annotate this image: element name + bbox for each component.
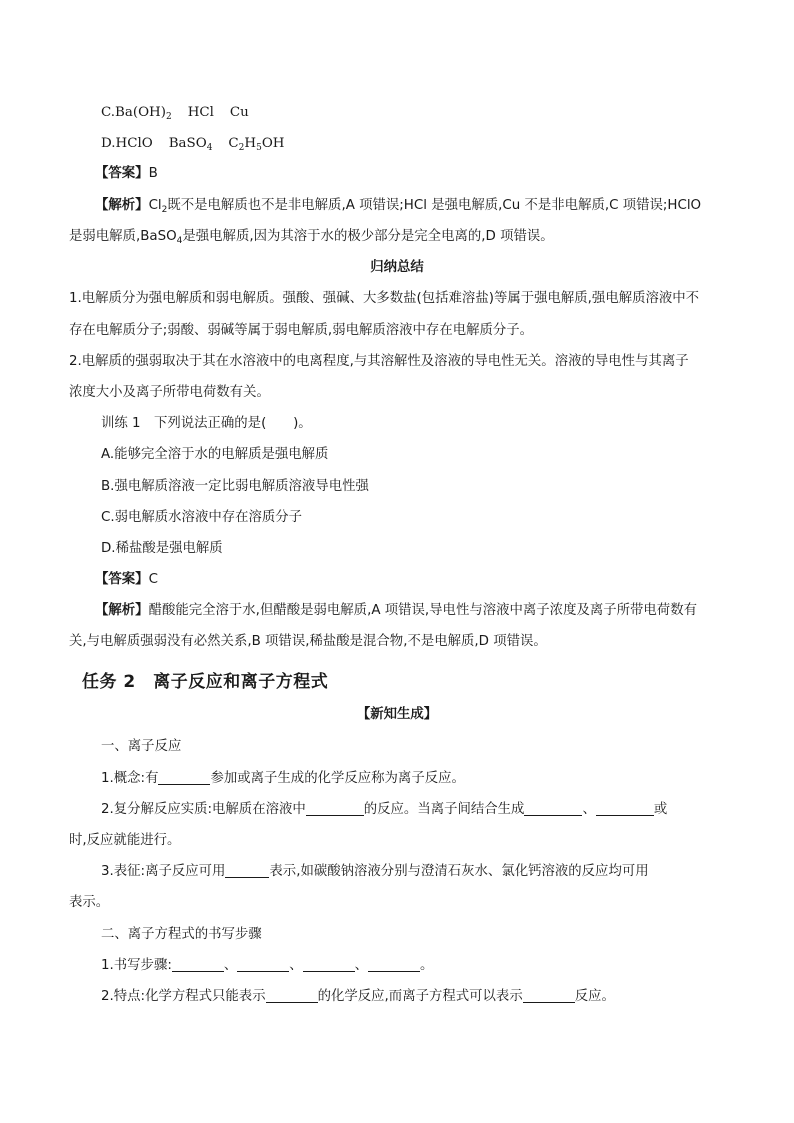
fill-blank[interactable] (306, 802, 364, 816)
answer-1 (95, 165, 158, 183)
section-1-item-1: 1.概念:有 参加或离子生成的化学反应称为离子反应。 (101, 771, 465, 786)
section-1-item-3: 3.表征:离子反应可用 表示,如碳酸钠溶液分别与澄清石灰水、氯化钙溶液的反应均可用 (101, 864, 649, 879)
exercise-1-analysis-line2: 关,与电解质强弱没有必然关系,B 项错误,稀盐酸是混合物,不是电解质,D 项错误。 (69, 634, 547, 649)
section-1-item-2-cont: 时,反应就能进行。 (69, 833, 181, 848)
option-c-prev: $C.Ba(OH)_2$ HCl Cu (101, 105, 249, 122)
option-d-prev: D.HClO BaSO$_4$ $C_2H_5OH$ (101, 136, 285, 153)
fill-blank[interactable] (523, 989, 575, 1003)
exercise-1-option-a: A.能够完全溶于水的电解质是强电解质 (101, 447, 329, 462)
exercise-1-option-b: B.强电解质溶液一定比弱电解质溶液导电性强 (101, 479, 369, 494)
analysis-1-line1: 【解析】$Cl_2$既不是电解质也不是非电解质,A 项错误;HCl 是强电解质,Cu 不是非电解质,C 项错误;HClO (95, 198, 702, 215)
fill-blank[interactable] (524, 802, 582, 816)
exercise-1-option-c: C.弱电解质水溶液中存在溶质分子 (101, 510, 303, 525)
exercise-1-question: 训练 1 下列说法正确的是( )。 (101, 416, 312, 431)
summary-p1-line2: 存在电解质分子;弱酸、弱碱等属于弱电解质,弱电解质溶液中存在电解质分子。 (69, 323, 534, 338)
fill-blank[interactable] (237, 958, 289, 972)
fill-blank[interactable] (172, 958, 224, 972)
fill-blank[interactable] (368, 958, 420, 972)
fill-blank[interactable] (158, 771, 210, 785)
exercise-1-answer: 【答案】C (95, 572, 158, 587)
section-2-title: 二、离子方程式的书写步骤 (101, 927, 262, 942)
section-2-item-2: 2.特点:化学方程式只能表示 的化学反应,而离子方程式可以表示 反应。 (101, 989, 615, 1004)
section-1-item-2: 2.复分解反应实质:电解质在溶液中 的反应。当离子间结合生成 、 或 (101, 802, 668, 817)
summary-title: 归纳总结 (370, 260, 424, 275)
analysis-1-line2: 是弱电解质,BaSO$_4$是强电解质,因为其溶于水的极少部分是完全电离的,D 项错误。 (69, 229, 554, 246)
exercise-1-analysis-line1: 【解析】醋酸能完全溶于水,但醋酸是弱电解质,A 项错误,导电性与溶液中离子浓度及离子所带电荷数有 (95, 603, 697, 618)
summary-p1-line1: 1.电解质分为强电解质和弱电解质。强酸、强碱、大多数盐(包括难溶盐)等属于强电解质,强电解质溶液中不 (69, 291, 700, 306)
answer-label: 【答案】 (95, 166, 149, 181)
summary-p2-line2: 浓度大小及离子所带电荷数有关。 (69, 385, 270, 400)
answer-value: B (148, 166, 158, 181)
fill-blank[interactable] (303, 958, 355, 972)
fill-blank[interactable] (596, 802, 654, 816)
exercise-1-option-d: D.稀盐酸是强电解质 (101, 541, 223, 556)
fill-blank[interactable] (266, 989, 318, 1003)
fill-blank[interactable] (225, 864, 269, 878)
section-1-item-3-cont: 表示。 (69, 895, 110, 910)
task-2-heading: 任务 2 离子反应和离子方程式 (82, 672, 329, 692)
section-1-title: 一、离子反应 (101, 739, 182, 754)
section-2-item-1: 1.书写步骤: 、 、 、 。 (101, 958, 434, 973)
summary-p2-line1: 2.电解质的强弱取决于其在水溶液中的电离程度,与其溶解性及溶液的导电性无关。溶液的导电性与其离子 (69, 354, 689, 369)
new-knowledge-subheading: 【新知生成】 (356, 707, 438, 722)
